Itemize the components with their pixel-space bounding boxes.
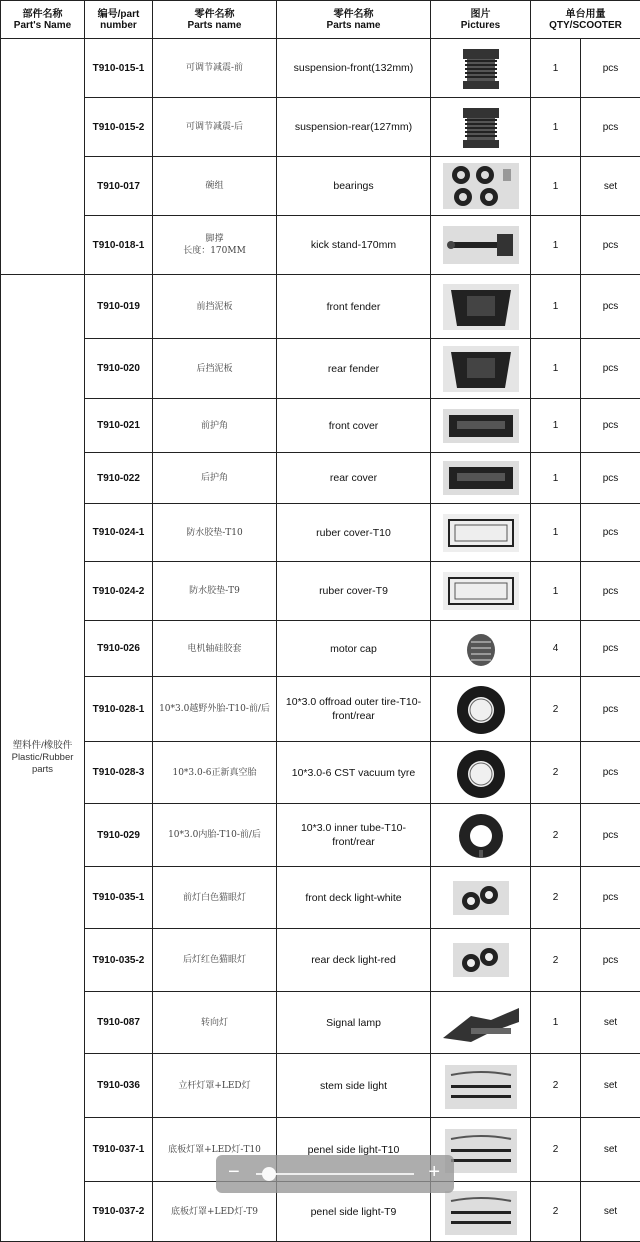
part-name-en-cell: penel side light-T9 (277, 1182, 431, 1242)
part-name-en-cell: kick stand-170mm (277, 216, 431, 275)
part-number-cell: T910-015-2 (85, 98, 153, 157)
part-number-cell: T910-037-2 (85, 1182, 153, 1242)
qty-cell: 2 (531, 742, 581, 804)
qty-cell: 2 (531, 804, 581, 867)
picture-cell (431, 216, 531, 275)
part-name-cn-cell: 10*3.0越野外胎-T10-前/后 (153, 677, 277, 742)
part-name-cn-cell: 10*3.0-6正新真空胎 (153, 742, 277, 804)
part-name-en-cell: motor cap (277, 621, 431, 677)
picture-cell (431, 677, 531, 742)
bearings-image (441, 161, 521, 211)
part-name-cn-cell: 可调节减震-前 (153, 39, 277, 98)
part-name-cn-cell: 后护角 (153, 453, 277, 504)
part-name-cn-cell: 电机轴硅胶套 (153, 621, 277, 677)
picture-cell (431, 867, 531, 929)
table-row (1, 677, 640, 742)
fender-image (441, 282, 521, 332)
table-row (1, 275, 640, 339)
part-name-en-cell: stem side light (277, 1054, 431, 1118)
picture-cell (431, 399, 531, 453)
part-name-en-cell: penel side light-T10 (277, 1118, 431, 1182)
zoom-in-button[interactable]: + (428, 1162, 440, 1182)
table-row (1, 742, 640, 804)
light-strip-image (441, 1061, 521, 1111)
zoom-out-button[interactable]: − (228, 1162, 240, 1182)
part-name-en-cell: 10*3.0 offroad outer tire-T10-front/rear (277, 677, 431, 742)
part-number-cell: T910-024-2 (85, 562, 153, 621)
part-name-en-cell: ruber cover-T10 (277, 504, 431, 562)
qty-cell: 1 (531, 562, 581, 621)
header-parts-name-cn: 零件名称 Parts name (153, 1, 277, 39)
gasket-image (441, 566, 521, 616)
light-strip-image (441, 1187, 521, 1237)
table-row (1, 992, 640, 1054)
unit-cell: pcs (581, 804, 640, 867)
table-row (1, 867, 640, 929)
header-row (1, 1, 640, 39)
part-number-cell: T910-022 (85, 453, 153, 504)
picture-cell (431, 1054, 531, 1118)
part-number-cell: T910-028-3 (85, 742, 153, 804)
qty-cell: 1 (531, 453, 581, 504)
signal-lamp-image (441, 998, 521, 1048)
qty-cell: 2 (531, 867, 581, 929)
unit-cell: set (581, 992, 640, 1054)
table-row (1, 453, 640, 504)
qty-cell: 2 (531, 1182, 581, 1242)
part-name-en-cell: suspension-front(132mm) (277, 39, 431, 98)
tire-image (441, 684, 521, 734)
gasket-image (441, 508, 521, 558)
header-parts-name-en: 零件名称 Parts name (277, 1, 431, 39)
deck-light-image (441, 873, 521, 923)
picture-cell (431, 929, 531, 992)
picture-cell (431, 339, 531, 399)
part-number-cell: T910-015-1 (85, 39, 153, 98)
part-number-cell: T910-029 (85, 804, 153, 867)
part-number-cell: T910-019 (85, 275, 153, 339)
part-name-en-cell: front deck light-white (277, 867, 431, 929)
table-row (1, 98, 640, 157)
part-name-en-cell: rear deck light-red (277, 929, 431, 992)
deck-light-image (441, 935, 521, 985)
part-number-cell: T910-020 (85, 339, 153, 399)
part-name-cn-cell: 碗组 (153, 157, 277, 216)
table-row (1, 157, 640, 216)
part-number-cell: T910-024-1 (85, 504, 153, 562)
category-cell: 塑料件/橡胶件 Plastic/Rubber parts (1, 275, 85, 1242)
unit-cell: pcs (581, 929, 640, 992)
part-name-en-cell: Signal lamp (277, 992, 431, 1054)
table-row (1, 621, 640, 677)
picture-cell (431, 804, 531, 867)
part-name-en-cell: 10*3.0-6 CST vacuum tyre (277, 742, 431, 804)
kickstand-image (441, 220, 521, 270)
picture-cell (431, 992, 531, 1054)
part-name-cn-cell: 防水胶垫-T9 (153, 562, 277, 621)
part-name-cn-cell: 10*3.0内胎-T10-前/后 (153, 804, 277, 867)
table-row (1, 39, 640, 98)
table-row (1, 339, 640, 399)
table-row (1, 399, 640, 453)
part-name-en-cell: 10*3.0 inner tube-T10-front/rear (277, 804, 431, 867)
part-number-cell: T910-021 (85, 399, 153, 453)
qty-cell: 1 (531, 992, 581, 1054)
part-name-cn-cell: 前挡泥板 (153, 275, 277, 339)
part-name-en-cell: rear fender (277, 339, 431, 399)
part-name-cn-cell: 防水胶垫-T10 (153, 504, 277, 562)
table-row (1, 929, 640, 992)
part-name-cn-cell: 立杆灯罩+LED灯 (153, 1054, 277, 1118)
part-name-cn-cell: 可调节减震-后 (153, 98, 277, 157)
table-row (1, 216, 640, 275)
part-number-cell: T910-035-1 (85, 867, 153, 929)
part-name-cn-cell: 脚撑 长度：170MM (153, 216, 277, 275)
qty-cell: 2 (531, 677, 581, 742)
inner-tube-image (441, 810, 521, 860)
cover-image (441, 453, 521, 503)
qty-cell: 1 (531, 157, 581, 216)
part-name-cn-cell: 前护角 (153, 399, 277, 453)
qty-cell: 1 (531, 399, 581, 453)
picture-cell (431, 157, 531, 216)
part-number-cell: T910-017 (85, 157, 153, 216)
picture-cell (431, 275, 531, 339)
qty-cell: 2 (531, 1054, 581, 1118)
header-part-name: 部件名称 Part's Name (1, 1, 85, 39)
part-number-cell: T910-037-1 (85, 1118, 153, 1182)
tire-image (441, 748, 521, 798)
part-name-cn-cell: 前灯白色猫眼灯 (153, 867, 277, 929)
qty-cell: 1 (531, 339, 581, 399)
unit-cell: pcs (581, 504, 640, 562)
unit-cell: pcs (581, 562, 640, 621)
picture-cell (431, 453, 531, 504)
part-name-en-cell: suspension-rear(127mm) (277, 98, 431, 157)
fender-image (441, 344, 521, 394)
table-row (1, 804, 640, 867)
part-name-en-cell: rear cover (277, 453, 431, 504)
header-pictures: 图片 Pictures (431, 1, 531, 39)
cover-image (441, 401, 521, 451)
part-name-cn-cell: 后灯红色猫眼灯 (153, 929, 277, 992)
zoom-slider-knob[interactable] (262, 1167, 276, 1181)
unit-cell: pcs (581, 399, 640, 453)
unit-cell: set (581, 157, 640, 216)
part-number-cell: T910-026 (85, 621, 153, 677)
picture-cell (431, 562, 531, 621)
unit-cell: pcs (581, 867, 640, 929)
part-name-cn-cell: 底板灯罩+LED灯-T10 (153, 1118, 277, 1182)
part-number-cell: T910-018-1 (85, 216, 153, 275)
table-row (1, 504, 640, 562)
header-part-number: 编号/part number (85, 1, 153, 39)
unit-cell: pcs (581, 677, 640, 742)
qty-cell: 4 (531, 621, 581, 677)
qty-cell: 1 (531, 504, 581, 562)
category-cell (1, 39, 85, 275)
qty-cell: 1 (531, 39, 581, 98)
table-row (1, 562, 640, 621)
part-number-cell: T910-036 (85, 1054, 153, 1118)
unit-cell: set (581, 1182, 640, 1242)
unit-cell: set (581, 1118, 640, 1182)
unit-cell: pcs (581, 453, 640, 504)
part-number-cell: T910-028-1 (85, 677, 153, 742)
qty-cell: 1 (531, 275, 581, 339)
part-name-en-cell: front fender (277, 275, 431, 339)
unit-cell: pcs (581, 216, 640, 275)
part-name-cn-cell: 后挡泥板 (153, 339, 277, 399)
picture-cell (431, 504, 531, 562)
qty-cell: 1 (531, 98, 581, 157)
qty-cell: 2 (531, 1118, 581, 1182)
unit-cell: pcs (581, 39, 640, 98)
unit-cell: pcs (581, 621, 640, 677)
unit-cell: set (581, 1054, 640, 1118)
part-name-en-cell: bearings (277, 157, 431, 216)
zoom-control[interactable] (216, 1155, 454, 1193)
unit-cell: pcs (581, 275, 640, 339)
picture-cell (431, 621, 531, 677)
qty-cell: 2 (531, 929, 581, 992)
unit-cell: pcs (581, 339, 640, 399)
picture-cell (431, 742, 531, 804)
part-name-en-cell: front cover (277, 399, 431, 453)
part-name-cn-cell: 底板灯罩+LED灯-T9 (153, 1182, 277, 1242)
unit-cell: pcs (581, 742, 640, 804)
header-qty: 单台用量 QTY/SCOOTER (531, 1, 640, 39)
unit-cell: pcs (581, 98, 640, 157)
motor-cap-image (441, 624, 521, 674)
suspension-image (441, 102, 521, 152)
part-number-cell: T910-087 (85, 992, 153, 1054)
zoom-slider-track[interactable] (256, 1173, 414, 1175)
part-number-cell: T910-035-2 (85, 929, 153, 992)
qty-cell: 1 (531, 216, 581, 275)
part-name-en-cell: ruber cover-T9 (277, 562, 431, 621)
picture-cell (431, 98, 531, 157)
part-name-cn-cell: 转向灯 (153, 992, 277, 1054)
table-row (1, 1054, 640, 1118)
suspension-image (441, 43, 521, 93)
picture-cell (431, 39, 531, 98)
